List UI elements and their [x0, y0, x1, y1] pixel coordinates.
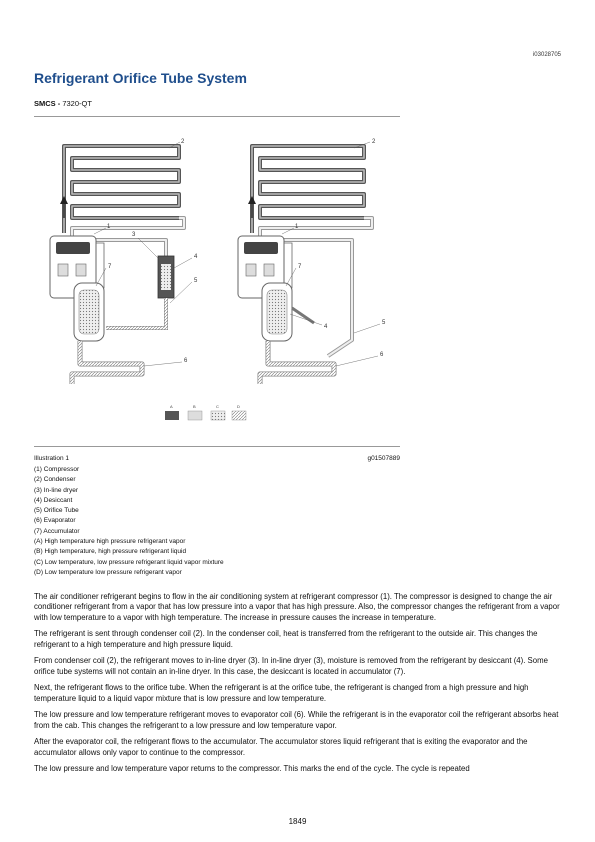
- paragraph: Next, the refrigerant flows to the orifice tube. When the refrigerant is at the orifice tube, the refrigerant is changed from a high pressure and high temperature liquid to a liquid vapor mixture that is low pressure and low temperature.: [34, 683, 529, 703]
- right-callout-2: 2: [372, 139, 376, 145]
- left-callout-4: 4: [194, 254, 198, 260]
- legend-item: (D) Low temperature low pressure refrigerant vapor: [34, 568, 182, 576]
- paragraph: The refrigerant is sent through condenser coil (2). In the condenser coil, heat is transferred from the refrigerant to the outside air. This changes the refrigerant to a high temperature and high pressure liquid.: [34, 629, 538, 649]
- swatch-b: [188, 411, 202, 420]
- legend-item: (C) Low temperature, low pressure refrigerant liquid vapor mixture: [34, 558, 224, 566]
- swatch-label-a: A: [170, 404, 173, 409]
- page-title: Refrigerant Orifice Tube System: [34, 70, 247, 86]
- legend-item: (4) Desiccant: [34, 496, 73, 504]
- right-system-diagram: [238, 139, 386, 384]
- paragraph: The air conditioner refrigerant begins to flow in the air conditioning system at refrigerant compressor (1). The compressor is designed to change the air conditioner refrigerant from a vapor that has low pressure into a vapor that has high pressure. Also, the compressor changes the refrigerant from a vapor with low temperature to a vapor with high temperature. The increase in pressure causes the increase in temperature.: [34, 592, 560, 622]
- legend-item: (5) Orifice Tube: [34, 507, 79, 515]
- left-callout-5: 5: [194, 278, 198, 284]
- paragraph: After the evaporator coil, the refrigerant flows to the accumulator. The accumulator stores liquid refrigerant that is exiting the evaporator and the accumulator allows only vapor to continue to the compressor.: [34, 737, 528, 757]
- smcs-label: SMCS -: [34, 99, 61, 108]
- swatch-c: [211, 411, 225, 420]
- right-callout-7: 7: [298, 264, 302, 270]
- left-callout-3: 3: [132, 232, 136, 238]
- document-id: i03028705: [532, 52, 561, 58]
- right-callout-1: 1: [295, 224, 299, 230]
- swatch-label-b: B: [193, 404, 196, 409]
- swatch-label-d: D: [237, 404, 240, 409]
- body-text: [34, 592, 562, 781]
- paragraph: The low pressure and low temperature vapor returns to the compressor. This marks the end of the cycle. The cycle is repeated: [34, 764, 470, 774]
- legend-item: (A) High temperature high pressure refrigerant vapor: [34, 538, 186, 546]
- swatch-label-c: C: [216, 404, 219, 409]
- left-callout-1: 1: [107, 224, 111, 230]
- flow-swatch-legend: [165, 404, 246, 420]
- callout-legend: [34, 465, 224, 578]
- left-system-diagram: [50, 139, 198, 384]
- swatch-a: [165, 411, 179, 420]
- paragraph: From condenser coil (2), the refrigerant moves to in-line dryer (3). In in-line dryer (3), moisture is removed from the refrigerant by desiccant (4). Some orifice tube systems will not contain an in-line dryer. In this case, the desiccant is located in accumulator (7).: [34, 656, 548, 676]
- right-callout-6: 6: [380, 352, 384, 358]
- left-callout-7: 7: [108, 264, 112, 270]
- illustration-divider: [34, 446, 400, 447]
- left-callout-2: 2: [181, 139, 185, 145]
- legend-item: (7) Accumulator: [34, 527, 80, 535]
- refrigerant-system-illustration: [34, 118, 400, 444]
- right-callout-5: 5: [382, 320, 386, 326]
- legend-item: (B) High temperature, high pressure refrigerant liquid: [34, 548, 187, 556]
- legend-item: (2) Condenser: [34, 476, 76, 484]
- page-number: 1849: [288, 817, 307, 826]
- right-callout-4: 4: [324, 324, 328, 330]
- legend-item: (6) Evaporator: [34, 517, 76, 525]
- legend-item: (3) In-line dryer: [34, 486, 79, 494]
- smcs-code: [34, 99, 92, 108]
- paragraph: The low pressure and low temperature refrigerant moves to evaporator coil (6). While the refrigerant is in the evaporator coil the refrigerant absorbs heat from the cab. This changes the refrigerant to a low pressure and low temperature vapor.: [34, 710, 559, 730]
- illustration-caption: Illustration 1: [34, 455, 70, 462]
- left-callout-6: 6: [184, 358, 188, 364]
- smcs-value: 7320-QT: [62, 99, 92, 108]
- illustration-caption-row: [34, 455, 400, 462]
- swatch-d: [232, 411, 246, 420]
- header-divider: [34, 116, 400, 117]
- graphic-id: g01507889: [367, 455, 400, 462]
- legend-item: (1) Compressor: [34, 466, 80, 473]
